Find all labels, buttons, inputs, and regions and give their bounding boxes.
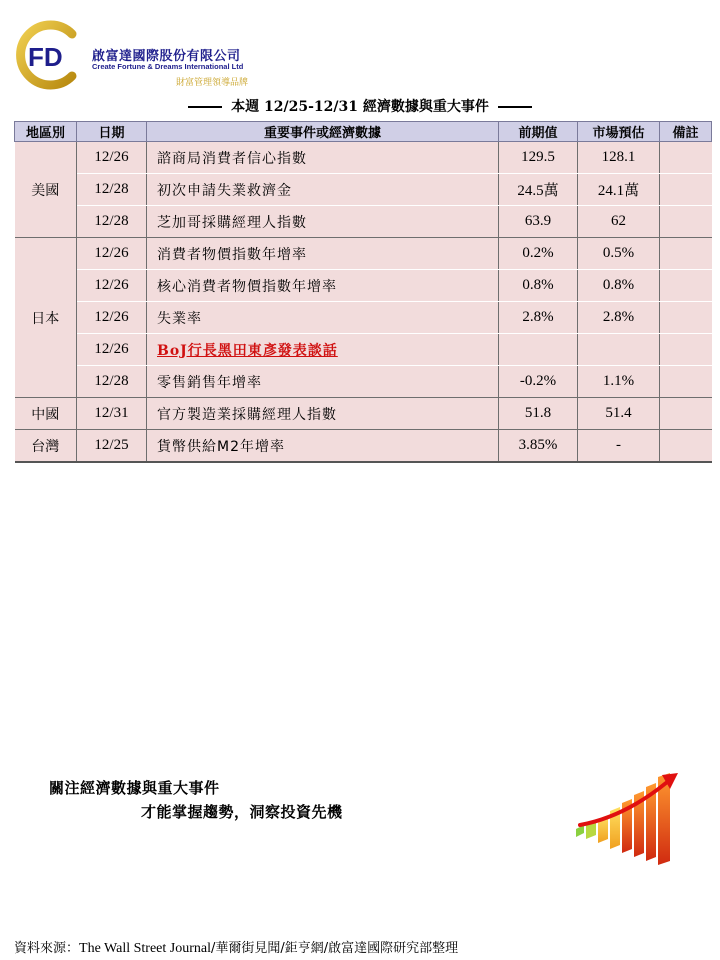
date-cell: 12/26 xyxy=(77,238,147,270)
table-row xyxy=(15,270,712,302)
economic-events-table xyxy=(14,121,712,463)
header-note: 備註 xyxy=(660,122,712,142)
forecast-cell: 62 xyxy=(578,206,660,238)
event-cell: 零售銷售年增率 xyxy=(147,366,499,398)
event-cell: 消費者物價指數年增率 xyxy=(147,238,499,270)
previous-cell: -0.2% xyxy=(499,366,578,398)
note-cell xyxy=(660,206,712,238)
page-title xyxy=(0,96,720,116)
table-row xyxy=(15,366,712,398)
table-row xyxy=(15,238,712,270)
table-row xyxy=(15,334,712,366)
date-cell: 12/26 xyxy=(77,302,147,334)
header-previous: 前期值 xyxy=(499,122,578,142)
note-cell xyxy=(660,366,712,398)
region-cell: 日本 xyxy=(15,238,77,398)
note-cell xyxy=(660,270,712,302)
forecast-cell: 51.4 xyxy=(578,398,660,430)
slogan-line-2: 才能掌握趨勢，洞察投資先機 xyxy=(141,803,343,821)
forecast-cell: 2.8% xyxy=(578,302,660,334)
forecast-cell: 1.1% xyxy=(578,366,660,398)
page-title-text: 本週 12/25-12/31 經濟數據與重大事件 xyxy=(231,99,489,115)
table-row xyxy=(15,206,712,238)
highlighted-event-text: BoJ行長黑田東彥發表談話 xyxy=(157,342,338,359)
date-cell: 12/28 xyxy=(77,366,147,398)
source-suffix: /華爾街見聞/鉅亨網/啟富達國際研究部整理 xyxy=(210,941,459,956)
event-cell: 初次申請失業救濟金 xyxy=(147,174,499,206)
event-cell: 失業率 xyxy=(147,302,499,334)
event-cell: 貨幣供給M2年增率 xyxy=(147,430,499,463)
previous-cell: 0.8% xyxy=(499,270,578,302)
header-region: 地區別 xyxy=(15,122,77,142)
previous-cell: 3.85% xyxy=(499,430,578,463)
region-cell: 中國 xyxy=(15,398,77,430)
region-cell: 台灣 xyxy=(15,430,77,463)
event-cell-highlighted xyxy=(147,334,499,366)
note-cell xyxy=(660,238,712,270)
previous-cell: 2.8% xyxy=(499,302,578,334)
table-header-row xyxy=(15,122,712,142)
note-cell xyxy=(660,302,712,334)
previous-cell xyxy=(499,334,578,366)
date-cell: 12/28 xyxy=(77,206,147,238)
slogan-line-1: 關注經濟數據與重大事件 xyxy=(49,779,220,797)
previous-cell: 0.2% xyxy=(499,238,578,270)
note-cell xyxy=(660,398,712,430)
company-slogan: 財富管理領導品牌 xyxy=(176,78,249,88)
date-cell: 12/25 xyxy=(77,430,147,463)
region-cell: 美國 xyxy=(15,142,77,238)
event-cell: 諮商局消費者信心指數 xyxy=(147,142,499,174)
note-cell xyxy=(660,142,712,174)
previous-cell: 63.9 xyxy=(499,206,578,238)
forecast-cell: - xyxy=(578,430,660,463)
header-forecast: 市場預估 xyxy=(578,122,660,142)
forecast-cell: 0.5% xyxy=(578,238,660,270)
date-cell: 12/26 xyxy=(77,270,147,302)
header-date: 日期 xyxy=(77,122,147,142)
rising-bar-chart-with-arrow-icon xyxy=(574,767,694,867)
table-row xyxy=(15,430,712,463)
previous-cell: 51.8 xyxy=(499,398,578,430)
table-row xyxy=(15,174,712,206)
forecast-cell: 0.8% xyxy=(578,270,660,302)
date-cell: 12/26 xyxy=(77,334,147,366)
company-logo xyxy=(14,20,254,90)
event-cell: 官方製造業採購經理人指數 xyxy=(147,398,499,430)
event-cell: 核心消費者物價指數年增率 xyxy=(147,270,499,302)
previous-cell: 24.5萬 xyxy=(499,174,578,206)
company-name-en: Create Fortune & Dreams International Ltd xyxy=(92,62,244,71)
table-row xyxy=(15,142,712,174)
logo-mark-text: FD xyxy=(28,42,63,72)
title-rule-left xyxy=(188,106,222,108)
data-source xyxy=(14,937,458,957)
source-english: The Wall Street Journal xyxy=(79,941,211,956)
previous-cell: 129.5 xyxy=(499,142,578,174)
source-prefix: 資料來源： xyxy=(14,941,80,956)
note-cell xyxy=(660,174,712,206)
table-row xyxy=(15,302,712,334)
company-name-cn: 啟富達國際股份有限公司 xyxy=(92,49,241,64)
cfd-logo-mark-icon xyxy=(14,20,84,90)
table-row xyxy=(15,398,712,430)
date-cell: 12/31 xyxy=(77,398,147,430)
date-cell: 12/26 xyxy=(77,142,147,174)
header-event: 重要事件或經濟數據 xyxy=(147,122,499,142)
note-cell xyxy=(660,430,712,463)
title-rule-right xyxy=(498,106,532,108)
note-cell xyxy=(660,334,712,366)
forecast-cell: 128.1 xyxy=(578,142,660,174)
event-cell: 芝加哥採購經理人指數 xyxy=(147,206,499,238)
date-cell: 12/28 xyxy=(77,174,147,206)
forecast-cell xyxy=(578,334,660,366)
forecast-cell: 24.1萬 xyxy=(578,174,660,206)
